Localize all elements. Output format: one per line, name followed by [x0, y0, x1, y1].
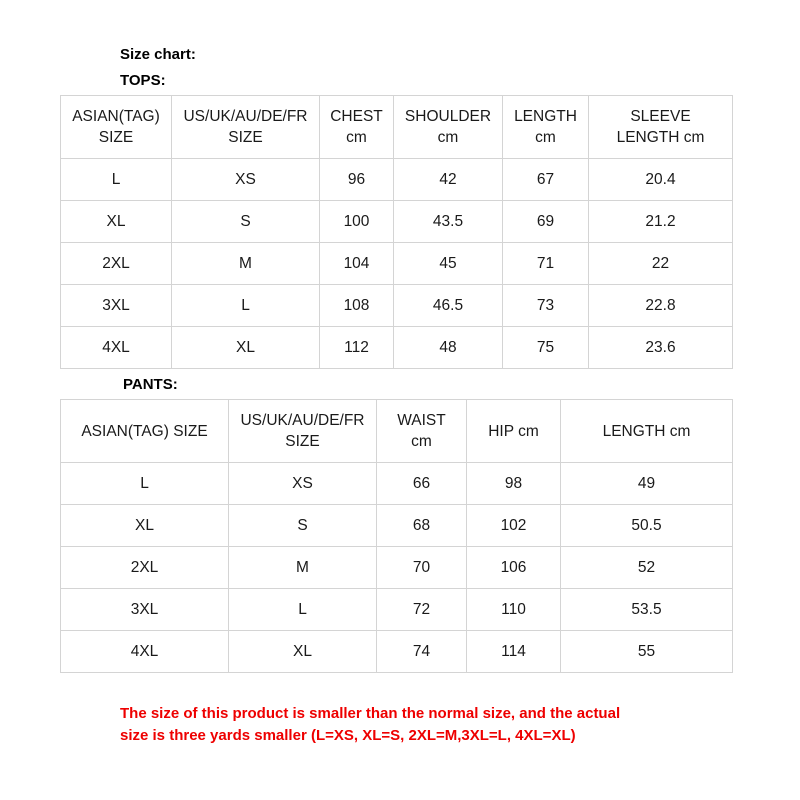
pants-table-row [61, 505, 733, 547]
pants-table-cell: 68 [377, 505, 467, 547]
pants-header-text: LENGTH cm [602, 422, 691, 440]
tops-table-cell: 2XL [61, 243, 172, 285]
tops-table-cell: 108 [320, 285, 394, 327]
tops-table-cell: 42 [394, 159, 503, 201]
size-note-line-2: size is three yards smaller (L=XS, XL=S, 2XL=M,3XL=L, 4XL=XL) [120, 727, 576, 744]
tops-header-text: US/UK/AU/DE/FR [183, 108, 308, 125]
tops-table-cell: 96 [320, 159, 394, 201]
pants-table-cell: M [229, 547, 377, 589]
tops-header-cell [320, 96, 394, 159]
pants-header-cell [377, 400, 467, 463]
tops-table-row [61, 285, 733, 327]
tops-size-table [60, 95, 733, 369]
tops-table-cell: 3XL [61, 285, 172, 327]
pants-table-row [61, 547, 733, 589]
pants-table-cell: 70 [377, 547, 467, 589]
pants-table-cell: L [229, 589, 377, 631]
pants-header-text: US/UK/AU/DE/FR [240, 412, 365, 429]
tops-header-text: cm [535, 129, 556, 146]
pants-table-cell: 106 [467, 547, 561, 589]
tops-table-cell: 23.6 [589, 327, 733, 369]
tops-table-cell: 22.8 [589, 285, 733, 327]
tops-table-cell: 112 [320, 327, 394, 369]
pants-table-cell: 72 [377, 589, 467, 631]
tops-table-row [61, 243, 733, 285]
pants-table-cell: 52 [561, 547, 733, 589]
pants-header-text: HIP cm [488, 422, 539, 440]
tops-header-cell [503, 96, 589, 159]
pants-table-cell: XS [229, 463, 377, 505]
tops-header-text: cm [437, 129, 459, 146]
tops-header-text: SIZE [228, 129, 263, 146]
pants-table-cell: 102 [467, 505, 561, 547]
pants-header-row [61, 400, 733, 463]
tops-table-cell: 100 [320, 201, 394, 243]
pants-table-cell: 74 [377, 631, 467, 673]
tops-header-text: LENGTH cm [616, 129, 705, 146]
pants-size-table [60, 399, 733, 673]
tops-table-cell: 73 [503, 285, 589, 327]
tops-table-cell: 67 [503, 159, 589, 201]
tops-table-cell: 71 [503, 243, 589, 285]
tops-header-cell [394, 96, 503, 159]
pants-table-cell: 98 [467, 463, 561, 505]
size-note [120, 703, 720, 747]
tops-table-cell: 21.2 [589, 201, 733, 243]
pants-table-row [61, 631, 733, 673]
tops-header-cell [589, 96, 733, 159]
pants-table-row [61, 589, 733, 631]
tops-table-cell: L [172, 285, 320, 327]
tops-table-cell: 43.5 [394, 201, 503, 243]
pants-table-cell: 55 [561, 631, 733, 673]
pants-header-cell [229, 400, 377, 463]
tops-table-cell: 22 [589, 243, 733, 285]
pants-header-text: ASIAN(TAG) SIZE [81, 422, 208, 440]
pants-header-cell [467, 400, 561, 463]
tops-table-cell: M [172, 243, 320, 285]
tops-table-cell: XL [61, 201, 172, 243]
tops-header-cell [172, 96, 320, 159]
tops-table-cell: XL [172, 327, 320, 369]
tops-header-text: ASIAN(TAG) [72, 108, 160, 125]
pants-header-cell [61, 400, 229, 463]
tops-table-cell: XS [172, 159, 320, 201]
pants-table-cell: 3XL [61, 589, 229, 631]
tops-table-cell: 104 [320, 243, 394, 285]
pants-label: PANTS: [123, 376, 178, 393]
pants-table-cell: L [61, 463, 229, 505]
tops-table-row [61, 159, 733, 201]
size-note-line-1: The size of this product is smaller than the normal size, and the actual [120, 705, 621, 722]
tops-header-text: cm [346, 129, 367, 146]
pants-table-cell: 66 [377, 463, 467, 505]
tops-header-text: LENGTH [514, 108, 577, 125]
pants-header-cell [561, 400, 733, 463]
pants-table-cell: 49 [561, 463, 733, 505]
pants-table-cell: 114 [467, 631, 561, 673]
pants-table-cell: S [229, 505, 377, 547]
tops-header-row [61, 96, 733, 159]
tops-table-cell: 20.4 [589, 159, 733, 201]
pants-table-cell: XL [229, 631, 377, 673]
tops-header-text: CHEST [330, 108, 383, 125]
pants-table-cell: XL [61, 505, 229, 547]
tops-header-text: SIZE [98, 129, 134, 146]
tops-table-cell: 46.5 [394, 285, 503, 327]
tops-label: TOPS: [120, 72, 166, 89]
pants-header-text: SIZE [285, 433, 320, 450]
pants-table-cell: 53.5 [561, 589, 733, 631]
tops-table-cell: L [61, 159, 172, 201]
tops-table-cell: S [172, 201, 320, 243]
pants-table-row [61, 463, 733, 505]
pants-header-text: WAIST [397, 412, 446, 429]
tops-table-row [61, 201, 733, 243]
tops-table-cell: 4XL [61, 327, 172, 369]
pants-table-cell: 110 [467, 589, 561, 631]
pants-table-cell: 4XL [61, 631, 229, 673]
pants-table-cell: 50.5 [561, 505, 733, 547]
tops-table-cell: 48 [394, 327, 503, 369]
tops-table-cell: 45 [394, 243, 503, 285]
tops-table-cell: 69 [503, 201, 589, 243]
size-chart-label: Size chart: [120, 46, 196, 63]
pants-header-text: cm [411, 433, 432, 450]
tops-table-row [61, 327, 733, 369]
tops-header-text: SHOULDER [404, 108, 492, 125]
pants-table-cell: 2XL [61, 547, 229, 589]
tops-header-cell [61, 96, 172, 159]
tops-header-text: SLEEVE [630, 108, 691, 125]
tops-table-cell: 75 [503, 327, 589, 369]
